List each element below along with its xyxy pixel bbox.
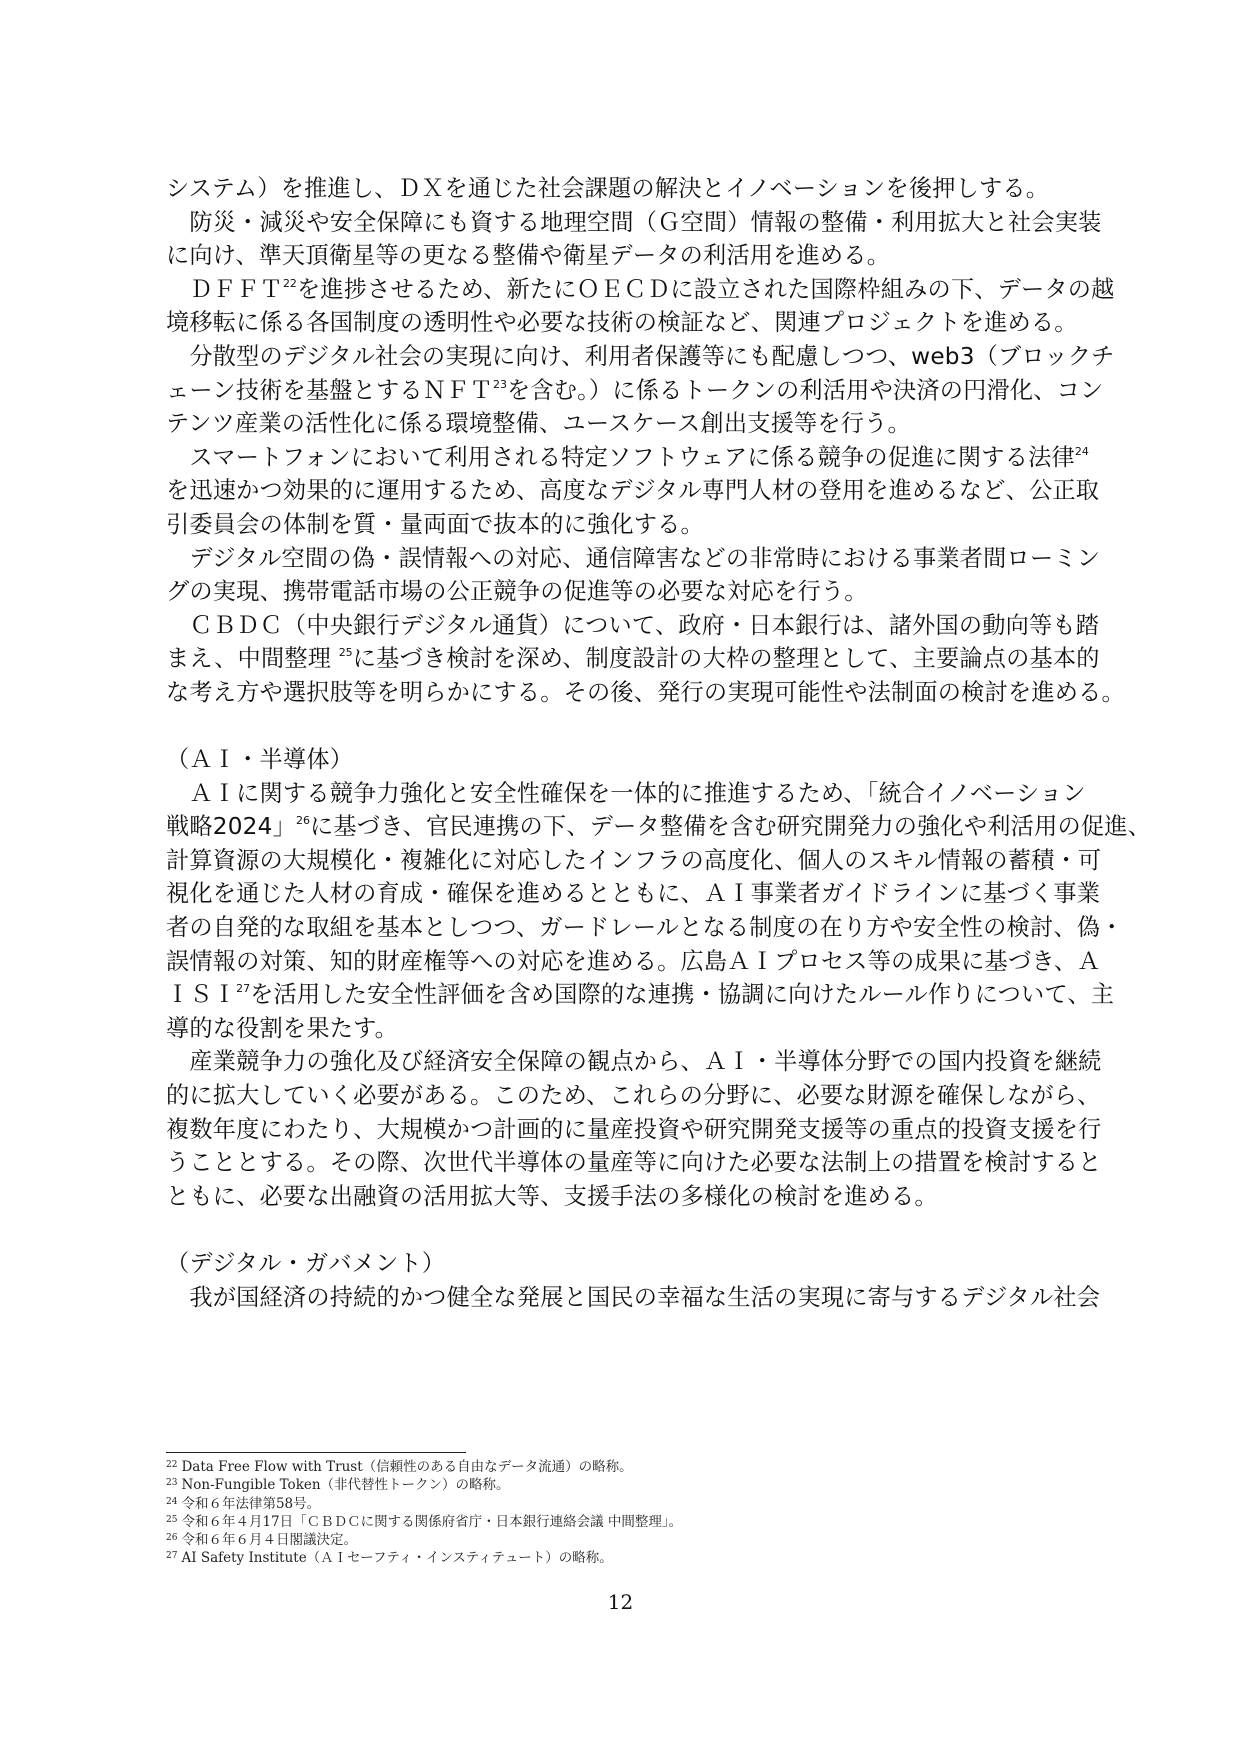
footnote: [166, 1496, 1066, 1514]
footnote-number: 27: [166, 1551, 178, 1562]
body-line: システム）を推進し、ＤＸを通じた社会課題の解決とイノベーションを後押しする。: [166, 175, 1050, 202]
body-line: 者の自発的な取組を基本としつつ、ガードレールとなる制度の在り方や安全性の検討、偽・: [166, 914, 1124, 942]
body-line: 導的な役割を果たす。: [166, 1014, 399, 1042]
body-line: 分散型のデジタル社会の実現に向け、利用者保護等にも配慮しつつ、web3（ブロックチ: [166, 342, 1115, 370]
footnote-ref[interactable]: 27: [236, 982, 251, 996]
footnote-text: Data Free Flow with Trust（信頼性のある自由なデータ流通）の略称。: [181, 1459, 633, 1475]
body-line: 的に拡大していく必要がある。このため、これらの分野に、必要な財源を確保しながら、: [166, 1082, 1101, 1110]
section-heading: （デジタル・ガバメント）: [166, 1250, 446, 1277]
body-line: な考え方や選択肢等を明らかにする。その後、発行の実現可能性や法制面の検討を進める。: [166, 678, 1125, 706]
footnote-text: 令和６年６月４日閣議決定。: [181, 1532, 357, 1549]
footnote-ref[interactable]: 26: [295, 814, 310, 828]
body-line: ェーン技術を基盤とするＮＦＴ$^{23}$を含む。）に係るトークンの利活用や決済の円滑化、コン: [166, 376, 1104, 404]
body-line: 戦略2024」$^{26}$に基づき、官民連携の下、データ整備を含む研究開発力の強化や利活用の促進、: [166, 813, 1152, 841]
body-line: まえ、中間整理 $^{25}$に基づき検討を深め、制度設計の大枠の整理として、主要論点の基本的: [166, 645, 1100, 673]
body-line: ＣＢＤＣ（中央銀行デジタル通貨）について、政府・日本銀行は、諸外国の動向等も踏: [166, 611, 1100, 639]
body-line: 産業競争力の強化及び経済安全保障の観点から、ＡＩ・半導体分野での国内投資を継続: [166, 1048, 1102, 1076]
body-line: スマートフォンにおいて利用される特定ソフトウェアに係る競争の促進に関する法律$^{24}$: [166, 443, 1089, 471]
footnote-ref[interactable]: 24: [1074, 444, 1089, 458]
footnote-ref[interactable]: 25: [338, 646, 353, 660]
body-line: グの実現、携帯電話市場の公正競争の促進等の必要な対応を行う。: [166, 578, 868, 606]
body-text: [166, 172, 1152, 1314]
footnote-text: 令和６年４月17日「ＣＢＤＣに関する関係府省庁・日本銀行連絡会議 中間整理」。: [181, 1513, 683, 1530]
footnote: [166, 1477, 1066, 1495]
body-line: 誤情報の対策、知的財産権等への対応を進める。広島ＡＩプロセス等の成果に基づき、Ａ: [166, 947, 1101, 975]
body-line: ＩＳＩ$^{27}$を活用した安全性評価を含め国際的な連携・協調に向けたルール作りについて、主: [166, 981, 1115, 1009]
paragraph-gap: [166, 710, 1078, 744]
footnote-number: 26: [166, 1533, 178, 1544]
body-line: 我が国経済の持続的かつ健全な発展と国民の幸福な生活の実現に寄与するデジタル社会: [166, 1283, 1101, 1311]
body-line: ＡＩに関する競争力強化と安全性確保を一体的に推進するため、「統合イノベーション: [166, 779, 1086, 807]
body-line: ともに、必要な出融資の活用拡大等、支援手法の多様化の検討を進める。: [166, 1182, 938, 1210]
footnote-ref[interactable]: 22: [282, 276, 297, 290]
footnote-number: 24: [166, 1496, 178, 1507]
footnotes: [166, 1459, 1066, 1569]
footnote: [166, 1459, 1066, 1477]
body-line: 計算資源の大規模化・複雑化に対応したインフラの高度化、個人のスキル情報の蓄積・可: [166, 846, 1102, 874]
body-line: 境移転に係る各国制度の透明性や必要な技術の検証など、関連プロジェクトを進める。: [166, 309, 1078, 337]
body-line: 引委員会の体制を質・量両面で抜本的に強化する。: [166, 510, 704, 538]
footnote-divider: [166, 1452, 466, 1453]
body-line: デジタル空間の偽・誤情報への対応、通信障害などの非常時における事業者間ローミン: [166, 544, 1101, 572]
body-line: ＤＦＦＴ$^{22}$を進捗させるため、新たにＯＥＣＤに設立された国際枠組みの下、データの越: [166, 275, 1115, 303]
footnote-text: AI Safety Institute（ＡＩセーフティ・インスティテュート）の略称。: [181, 1550, 613, 1567]
footnote-number: 22: [166, 1460, 178, 1470]
body-line: を迅速かつ効果的に運用するため、高度なデジタル専門人材の登用を進めるなど、公正取: [166, 477, 1100, 505]
body-line: うこととする。その際、次世代半導体の量産等に向けた必要な法制上の措置を検討すると: [166, 1149, 1102, 1177]
section-heading: （ＡＩ・半導体）: [166, 746, 354, 774]
page-number: 12: [607, 1590, 634, 1614]
body-line: 防災・減災や安全保障にも資する地理空間（Ｇ空間）情報の整備・利用拡大と社会実装: [166, 208, 1102, 236]
paragraph-gap: [166, 1213, 1078, 1247]
footnote-number: 25: [166, 1514, 178, 1525]
body-line: 複数年度にわたり、大規模かつ計画的に量産投資や研究開発支援等の重点的投資支援を行: [166, 1115, 1102, 1143]
body-line: テンツ産業の活性化に係る環境整備、ユースケース創出支援等を行う。: [166, 410, 911, 438]
footnote-text: Non-Fungible Token（非代替性トークン）の略称。: [181, 1477, 510, 1494]
footnote: [166, 1532, 1066, 1550]
footnote-ref[interactable]: 23: [492, 377, 507, 391]
footnote-number: 23: [166, 1478, 178, 1489]
footnote: [166, 1550, 1066, 1568]
footnote-text: 令和６年法律第58号。: [181, 1495, 321, 1512]
footnote: [166, 1514, 1066, 1532]
body-line: に向け、準天頂衛星等の更なる整備や衛星データの利活用を進める。: [166, 242, 891, 270]
body-line: 視化を通じた人材の育成・確保を進めるとともに、ＡＩ事業者ガイドラインに基づく事業: [166, 880, 1101, 908]
